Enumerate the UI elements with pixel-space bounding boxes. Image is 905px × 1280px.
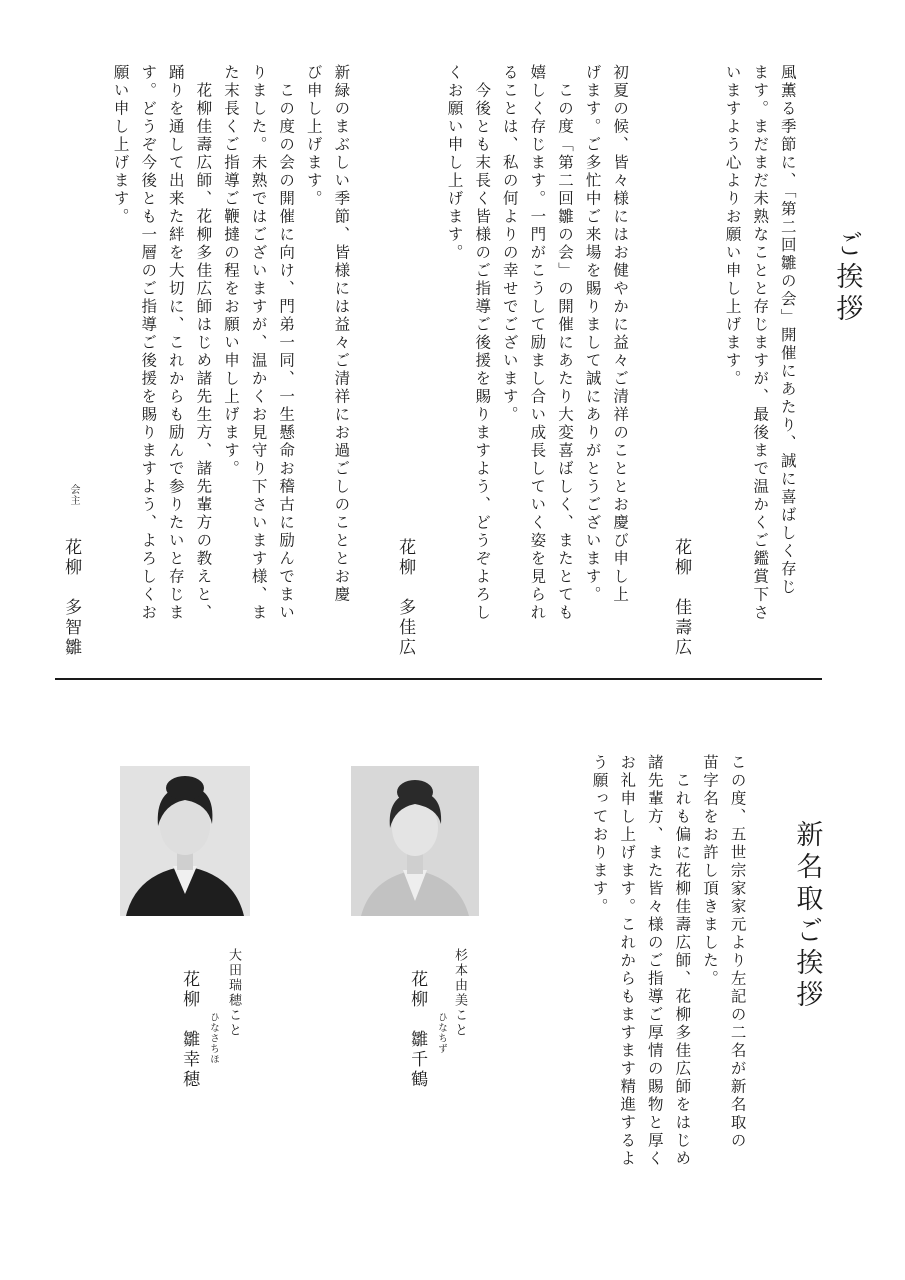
- stage-name-hinachizu: 花柳 雛千鶴: [407, 970, 428, 1090]
- natori-greeting-text: この度、五世宗家家元より左記の二名が新名取の 苗字名をお許し頂きました。 これも偏に花柳佳壽広師、花柳多佳広師をはじめ 諸先輩方、また皆々様のご指導ご厚情の賜物と厚く お礼申し上げます。これからもますます精進するよ う願っております。: [590, 754, 747, 1168]
- greeting-letter-tachibina: 新緑のまぶしい季節、皆様には益々ご清祥にお過ごしのこととお慶 び申し上げます。 この度の会の開催に向け、門弟一同、一生懸命お稽古に励んでまい りました。未熟ではございますが、温かくお見守り下さいます様、ま た末長くご指導ご鞭撻の程をお願い申し上げます。 花柳佳壽広師、花柳多佳広師はじめ諸先生方、諸先輩方の教えと、 踊りを通して出来た絆を大切に、これからも励んで参りたいと存じま す。どうぞ今後とも一層のご指導ご後援を賜りますよう、よろしくお 願い申し上げます。: [111, 64, 351, 622]
- greeting-letter-takahiro: 初夏の候、皆々様にはお健やかに益々ご清祥のこととお慶び申し上 げます。ご多忙中ご来場を賜りまして誠にありがとうございます。 この度「第二回雛の会」の開催にあたり大変喜ばしく、またとても 嬉しく存じます。一門がこうして励まし合い成長していく姿を見られ ることは、私の何よりの幸せでございます。 今後とも末長く皆様のご指導ご後援を賜りますよう、どうぞよろし くお願い申し上げます。: [445, 64, 630, 622]
- reading-hinachizu: ひなちず: [436, 1012, 447, 1054]
- real-name-hinasachiho: 大田瑞穂こと: [226, 948, 241, 1038]
- section-divider: [55, 678, 822, 680]
- signature-takahiro: 花柳 多佳広: [395, 538, 416, 658]
- portrait-photo-hinasachiho: [120, 766, 250, 916]
- real-name-hinachizu: 杉本由美こと: [452, 948, 467, 1038]
- natori-title: 新名取ご挨拶: [791, 820, 823, 1012]
- signature-kajuhiro: 花柳 佳壽広: [671, 538, 692, 658]
- greeting-letter-kajuhiro: 風薫る季節に、「第二回雛の会」開催にあたり、誠に喜ばしく存じ ます。まだまだ未熟なことと存じますが、最後まで温かくご鑑賞下さ いますよう心よりお願い申し上げます。: [723, 64, 797, 622]
- host-role-label: 会主: [68, 484, 79, 506]
- reading-hinasachiho: ひなさちほ: [208, 1012, 219, 1065]
- stage-name-hinasachiho: 花柳 雛幸穂: [179, 970, 200, 1090]
- signature-tachibina: 花柳 多智雛: [61, 538, 82, 658]
- greeting-title: ご挨拶: [831, 230, 863, 326]
- portrait-photo-hinachizu: [351, 766, 479, 916]
